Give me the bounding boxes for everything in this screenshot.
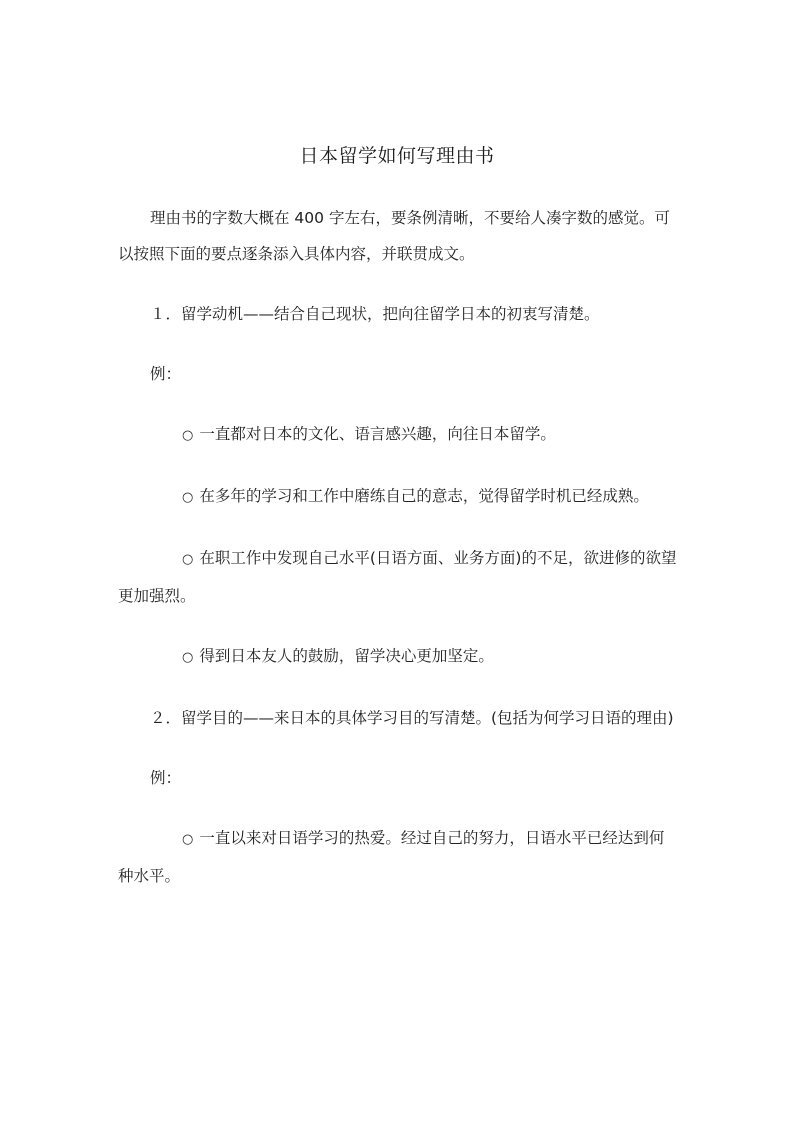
example-label bbox=[118, 760, 678, 796]
document-title: 日本留学如何写理由书 bbox=[299, 145, 495, 167]
bullet-text: 得到日本友人的鼓励，留学决心更加坚定。 bbox=[199, 647, 494, 665]
document-body bbox=[118, 200, 678, 918]
bullet-item bbox=[118, 478, 678, 516]
bullet-circle-icon: ○ bbox=[182, 428, 194, 443]
section-heading-purpose bbox=[118, 700, 678, 736]
intro-paragraph bbox=[118, 200, 678, 272]
bullet-circle-icon: ○ bbox=[182, 490, 194, 505]
bullet-item bbox=[118, 416, 678, 454]
paragraph-text: １．留学动机——结合自己现状，把向往留学日本的初衷写清楚。 bbox=[150, 305, 600, 323]
bullet-text: 在职工作中发现自己水平(日语方面、业务方面)的不足，欲进修的欲望更加强烈。 bbox=[118, 549, 677, 605]
bullet-text: 一直都对日本的文化、语言感兴趣，向往日本留学。 bbox=[199, 425, 556, 443]
section-heading-motivation bbox=[118, 296, 678, 332]
paragraph-text: ２．留学目的——来日本的具体学习目的写清楚。(包括为何学习日语的理由) bbox=[150, 709, 674, 727]
bullet-text: 一直以来对日语学习的热爱。经过自己的努力，日语水平已经达到何种水平。 bbox=[118, 829, 665, 885]
bullet-circle-icon: ○ bbox=[182, 552, 194, 567]
example-label bbox=[118, 356, 678, 392]
bullet-circle-icon: ○ bbox=[182, 650, 194, 665]
bullet-item bbox=[118, 638, 678, 676]
bullet-item bbox=[118, 540, 678, 614]
bullet-circle-icon: ○ bbox=[182, 832, 194, 847]
paragraph-text: 例： bbox=[150, 365, 182, 383]
bullet-item bbox=[118, 820, 678, 894]
paragraph-text: 例： bbox=[150, 769, 182, 787]
paragraph-text: 理由书的字数大概在 400 字左右，要条例清晰，不要给人凑字数的感觉。可以按照下面的要点逐条添入具体内容，并联贯成文。 bbox=[118, 209, 670, 263]
bullet-text: 在多年的学习和工作中磨练自己的意志，觉得留学时机已经成熟。 bbox=[199, 487, 649, 505]
